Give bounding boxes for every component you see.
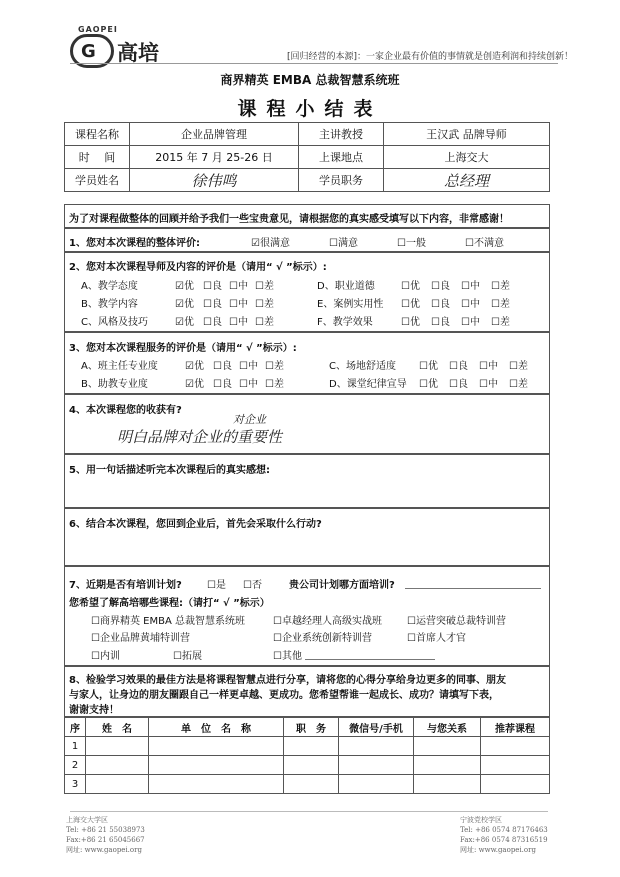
q1-option-very-satisfied[interactable]: ☑很满意 xyxy=(251,238,290,249)
rating-option[interactable]: ☐良 xyxy=(431,299,450,310)
logo-chinese: 高培 xyxy=(117,41,159,65)
professor-value: 王汉武 品牌导师 xyxy=(384,123,550,146)
table-cell[interactable] xyxy=(284,756,339,775)
time-value: 2015 年 7 月 25-26 日 xyxy=(130,146,299,169)
rating-option[interactable]: ☐差 xyxy=(255,281,274,292)
table-cell[interactable] xyxy=(339,756,414,775)
gaopei-logo-icon: G xyxy=(70,34,114,68)
q1-option-unsatisfied[interactable]: ☐不满意 xyxy=(465,238,504,249)
table-cell[interactable] xyxy=(284,775,339,794)
q4-answer-insert-handwritten: 对企业 xyxy=(233,413,266,426)
q4-answer-handwritten[interactable]: 明白品牌对企业的重要性 xyxy=(117,428,283,446)
referral-header: 推荐课程 xyxy=(481,718,550,737)
rating-option[interactable]: ☑优 xyxy=(185,361,204,372)
q3-item: A、班主任专业度 xyxy=(81,361,158,372)
q1-option-satisfied[interactable]: ☐满意 xyxy=(329,238,358,249)
program-subtitle: 商界精英 EMBA 总裁智慧系统班 xyxy=(220,73,400,87)
q1-box xyxy=(64,228,550,252)
referral-header: 职 务 xyxy=(284,718,339,737)
q5-label: 5、用一句话描述听完本次课程后的真实感想: xyxy=(69,465,270,476)
rating-option[interactable]: ☐良 xyxy=(431,317,450,328)
footer-left-campus xyxy=(66,815,145,855)
referral-header: 微信号/手机 xyxy=(339,718,414,737)
footer-line: 网址: www.gaopei.org xyxy=(460,846,536,854)
table-cell[interactable] xyxy=(86,737,149,756)
course-name-label: 课程名称 xyxy=(65,123,130,146)
rating-option[interactable]: ☐良 xyxy=(203,317,222,328)
slogan: [回归经营的本源]：一家企业最有价值的事情就是创造利润和持续创新！ xyxy=(287,52,574,62)
rating-option[interactable]: ☐中 xyxy=(461,281,480,292)
table-cell[interactable] xyxy=(149,775,284,794)
rating-option[interactable]: ☐中 xyxy=(229,317,248,328)
footer-line: Fax:+86 0574 87316519 xyxy=(460,836,548,844)
q4-box xyxy=(64,394,550,454)
rating-option[interactable]: ☐良 xyxy=(449,361,468,372)
student-label: 学员姓名 xyxy=(65,169,130,192)
course-option[interactable]: ☐拓展 xyxy=(173,651,202,662)
q3-label: 3、您对本次课程服务的评价是（请用“ √ ”标示）: xyxy=(69,343,297,354)
place-label: 上课地点 xyxy=(299,146,384,169)
q2-box xyxy=(64,252,550,332)
rating-option[interactable]: ☐差 xyxy=(509,361,528,372)
form-title: 课程小结表 xyxy=(237,98,383,120)
professor-label: 主讲教授 xyxy=(299,123,384,146)
footer-line: Fax:+86 21 65045667 xyxy=(66,836,145,844)
rating-option[interactable]: ☐优 xyxy=(401,281,420,292)
position-label: 学员职务 xyxy=(299,169,384,192)
rating-option[interactable]: ☐优 xyxy=(419,361,438,372)
rating-option[interactable]: ☐中 xyxy=(239,379,258,390)
rating-option[interactable]: ☐中 xyxy=(229,299,248,310)
course-option[interactable]: ☐运营突破总裁特训营 xyxy=(407,616,506,627)
table-cell[interactable] xyxy=(481,775,550,794)
row-number: 1 xyxy=(65,737,86,756)
rating-option[interactable]: ☑优 xyxy=(185,379,204,390)
footer-line: 网址: www.gaopei.org xyxy=(66,846,142,854)
other-answer-line[interactable] xyxy=(305,659,435,660)
q8-box xyxy=(64,666,550,717)
course-option[interactable]: ☐其他 xyxy=(273,651,302,662)
rating-option[interactable]: ☐中 xyxy=(461,299,480,310)
q5-box xyxy=(64,454,550,508)
student-name-handwritten: 徐伟鸣 xyxy=(130,169,299,192)
rating-option[interactable]: ☐良 xyxy=(449,379,468,390)
q7-label: 7、近期是否有培训计划? xyxy=(69,580,182,591)
course-option[interactable]: ☐首席人才官 xyxy=(407,633,466,644)
q3-item: D、课堂纪律宣导 xyxy=(329,379,407,390)
rating-option[interactable]: ☐良 xyxy=(431,281,450,292)
rating-option[interactable]: ☑优 xyxy=(175,317,194,328)
referral-header: 姓 名 xyxy=(86,718,149,737)
table-cell[interactable] xyxy=(284,737,339,756)
course-option[interactable]: ☐企业系统创新特训营 xyxy=(273,633,372,644)
q2-item: D、职业道德 xyxy=(317,281,375,292)
table-cell[interactable] xyxy=(86,756,149,775)
footer-line: Tel: +86 21 55038973 xyxy=(66,826,145,834)
rating-option[interactable]: ☐中 xyxy=(479,379,498,390)
q3-box xyxy=(64,332,550,394)
q6-label: 6、结合本次课程，您回到企业后，首先会采取什么行动? xyxy=(69,519,322,530)
q7-courses-label: 您希望了解高培哪些课程:（请打“ √ ”标示） xyxy=(69,598,270,609)
table-cell[interactable] xyxy=(414,737,481,756)
rating-option[interactable]: ☐良 xyxy=(203,299,222,310)
table-cell[interactable] xyxy=(481,737,550,756)
time-label: 时 间 xyxy=(65,146,130,169)
table-cell[interactable] xyxy=(481,756,550,775)
referral-header: 与您关系 xyxy=(414,718,481,737)
q7-yes-option[interactable]: ☐是 xyxy=(207,580,226,591)
course-option[interactable]: ☐内训 xyxy=(91,651,120,662)
q3-item: B、助教专业度 xyxy=(81,379,148,390)
q7-training-question: 贵公司计划哪方面培训? xyxy=(289,580,395,591)
rating-option[interactable]: ☐优 xyxy=(401,299,420,310)
intro-box xyxy=(64,204,550,228)
q7-box xyxy=(64,566,550,666)
q6-box xyxy=(64,508,550,566)
table-cell[interactable] xyxy=(149,756,284,775)
course-name-value: 企业品牌管理 xyxy=(130,123,299,146)
rating-option[interactable]: ☐中 xyxy=(239,361,258,372)
referral-table xyxy=(64,717,550,794)
course-option[interactable]: ☐卓越经理人高级实战班 xyxy=(273,616,382,627)
table-cell[interactable] xyxy=(414,775,481,794)
rating-option[interactable]: ☐良 xyxy=(213,361,232,372)
q1-option-average[interactable]: ☐一般 xyxy=(397,238,426,249)
q7-no-option[interactable]: ☐否 xyxy=(243,580,262,591)
rating-option[interactable]: ☐差 xyxy=(265,361,284,372)
footer-line: 宁波党校学区 xyxy=(460,816,502,824)
table-cell[interactable] xyxy=(86,775,149,794)
footer-right-campus xyxy=(460,815,548,855)
footer-line: Tel: +86 0574 87176463 xyxy=(460,826,548,834)
course-info-table xyxy=(64,122,550,192)
q2-label: 2、您对本次课程导师及内容的评价是（请用“ √ ”标示）: xyxy=(69,262,327,273)
rating-option[interactable]: ☐差 xyxy=(509,379,528,390)
q2-item: C、风格及技巧 xyxy=(81,317,148,328)
rating-option[interactable]: ☐差 xyxy=(255,317,274,328)
place-value: 上海交大 xyxy=(384,146,550,169)
intro-text: 为了对课程做整体的回顾并给予我们一些宝贵意见，请根据您的真实感受填写以下内容，非常感谢！ xyxy=(69,214,509,225)
q8-line: 8、检验学习效果的最佳方法是将课程智慧点进行分享，请将您的心得分享给身边更多的同事、朋友 xyxy=(69,675,506,686)
q2-item: A、教学态度 xyxy=(81,281,138,292)
footer-line: 上海交大学区 xyxy=(66,816,108,824)
q8-line: 谢谢支持！ xyxy=(69,705,119,716)
table-cell[interactable] xyxy=(414,756,481,775)
logo-english: GAOPEI xyxy=(78,25,118,34)
referral-header: 序 xyxy=(65,718,86,737)
header-rule xyxy=(70,63,558,64)
rating-option[interactable]: ☐差 xyxy=(491,281,510,292)
course-option[interactable]: ☐企业品牌黄埔特训营 xyxy=(91,633,190,644)
rating-option[interactable]: ☐优 xyxy=(401,317,420,328)
q2-item: F、教学效果 xyxy=(317,317,373,328)
position-handwritten: 总经理 xyxy=(384,169,550,192)
q1-label: 1、您对本次课程的整体评价: xyxy=(69,238,200,249)
rating-option[interactable]: ☑优 xyxy=(175,299,194,310)
rating-option[interactable]: ☐差 xyxy=(491,317,510,328)
rating-option[interactable]: ☐优 xyxy=(419,379,438,390)
table-cell[interactable] xyxy=(149,737,284,756)
row-number: 3 xyxy=(65,775,86,794)
q4-label: 4、本次课程您的收获有? xyxy=(69,405,182,416)
footer-rule xyxy=(70,811,548,812)
rating-option[interactable]: ☑优 xyxy=(175,281,194,292)
rating-option[interactable]: ☐中 xyxy=(229,281,248,292)
q7-answer-line[interactable] xyxy=(405,588,541,589)
course-option[interactable]: ☐商界精英 EMBA 总裁智慧系统班 xyxy=(91,616,245,627)
table-cell[interactable] xyxy=(339,775,414,794)
rating-option[interactable]: ☐良 xyxy=(213,379,232,390)
row-number: 2 xyxy=(65,756,86,775)
rating-option[interactable]: ☐差 xyxy=(255,299,274,310)
q8-line: 与家人，让身边的朋友圈跟自己一样更卓越、更成功。您希望帮谁一起成长、成功？请填写下表， xyxy=(69,690,499,701)
q2-item: E、案例实用性 xyxy=(317,299,384,310)
rating-option[interactable]: ☐差 xyxy=(265,379,284,390)
rating-option[interactable]: ☐差 xyxy=(491,299,510,310)
q2-item: B、教学内容 xyxy=(81,299,138,310)
rating-option[interactable]: ☐良 xyxy=(203,281,222,292)
table-cell[interactable] xyxy=(339,737,414,756)
referral-header: 单 位 名 称 xyxy=(149,718,284,737)
q3-item: C、场地舒适度 xyxy=(329,361,396,372)
rating-option[interactable]: ☐中 xyxy=(479,361,498,372)
rating-option[interactable]: ☐中 xyxy=(461,317,480,328)
